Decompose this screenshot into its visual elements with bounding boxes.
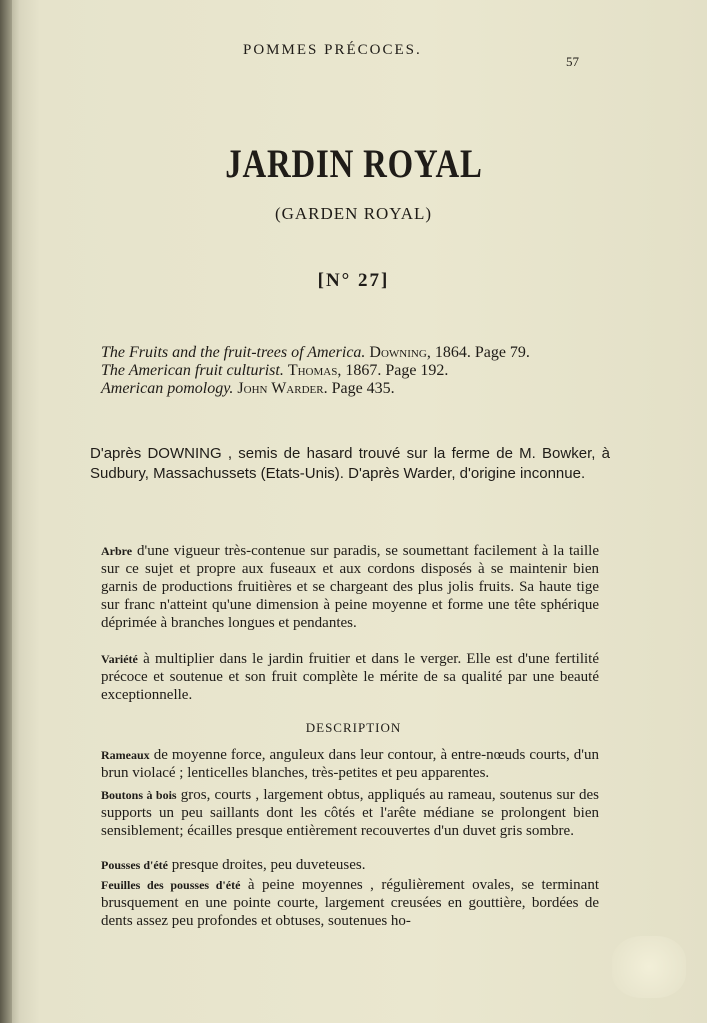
rameaux-label: Rameaux [101, 748, 150, 762]
reference-author: Downing [369, 344, 427, 361]
arbre-paragraph [101, 542, 599, 632]
reference-work: The American fruit culturist. [101, 362, 284, 379]
pousses-text: presque droites, peu duveteuses. [168, 857, 366, 873]
feuilles-label: Feuilles des pousses d'été [101, 878, 241, 892]
reference-work: American pomology. [101, 380, 234, 397]
feuilles-paragraph [101, 876, 599, 930]
reference-author: Thomas [287, 362, 338, 379]
reference-detail: , 1864. Page 79. [426, 344, 530, 361]
pousses-paragraph [101, 856, 599, 874]
reference-line [101, 380, 395, 398]
arbre-label: Arbre [101, 544, 133, 558]
title-block [0, 140, 707, 187]
variete-paragraph [101, 650, 599, 704]
reference-detail: , 1867. Page 192. [337, 362, 449, 379]
origin-paragraph: D'après DOWNING , semis de hasard trouvé sur la ferme de M. Bowker, à Sudbury, Massachussets (Etats-Unis). D'après Warder, d'origine inconnue. [90, 445, 610, 482]
description-heading: DESCRIPTION [305, 720, 402, 735]
page-number: 57 [566, 54, 579, 69]
reference-detail: . Page 435. [323, 380, 395, 397]
reference-author: John Warder [237, 380, 324, 397]
arbre-text: d'une vigueur très-contenue sur paradis, se soumettant facilement à la taille sur ce sujet et propre aux fuseaux et aux cordons disposés à se maintenir bien garnis de productions fruitières et se chargeant des plus jolis fruits. Sa haute tige sur franc n'atteint qu'une dimension à peine moyenne et forme une tête sphérique déprimée à branches longues et pendantes. [101, 543, 599, 631]
page-title: JARDIN ROYAL [224, 141, 483, 186]
variety-number: [N° 27] [317, 270, 390, 291]
pousses-label: Pousses d'été [101, 858, 168, 872]
paper-stain [612, 936, 686, 998]
running-head: POMMES PRÉCOCES. [243, 42, 422, 58]
rameaux-paragraph [101, 746, 599, 782]
page-subtitle: (GARDEN ROYAL) [274, 204, 433, 223]
variete-label: Variété [101, 652, 138, 666]
boutons-paragraph [101, 786, 599, 840]
reference-work: The Fruits and the fruit-trees of America. [101, 344, 366, 361]
reference-line [101, 344, 530, 362]
feuilles-text: à peine moyennes , régulièrement ovales, se terminant brusquement en une pointe courte, largement creusées en gouttière, bordées de dents assez peu profondes et obtuses, soutenues ho- [101, 877, 599, 929]
rameaux-text: de moyenne force, anguleux dans leur contour, à entre-nœuds courts, d'un brun violacé ; lenticelles blanches, très-petites et peu apparentes. [101, 747, 599, 781]
boutons-label: Boutons à bois [101, 788, 177, 802]
boutons-text: gros, courts , largement obtus, appliqués au rameau, soutenus sur des supports un peu saillants dont les côtés et l'arête médiane se prolongent bien sensiblement; écailles presque entièrement recouvertes d'un duvet gris sombre. [101, 787, 599, 839]
variete-text: à multiplier dans le jardin fruitier et dans le verger. Elle est d'une fertilité précoce et soutenue et son fruit complète le mérite de sa qualité par une beauté exceptionnelle. [101, 651, 599, 703]
reference-line [101, 362, 448, 380]
